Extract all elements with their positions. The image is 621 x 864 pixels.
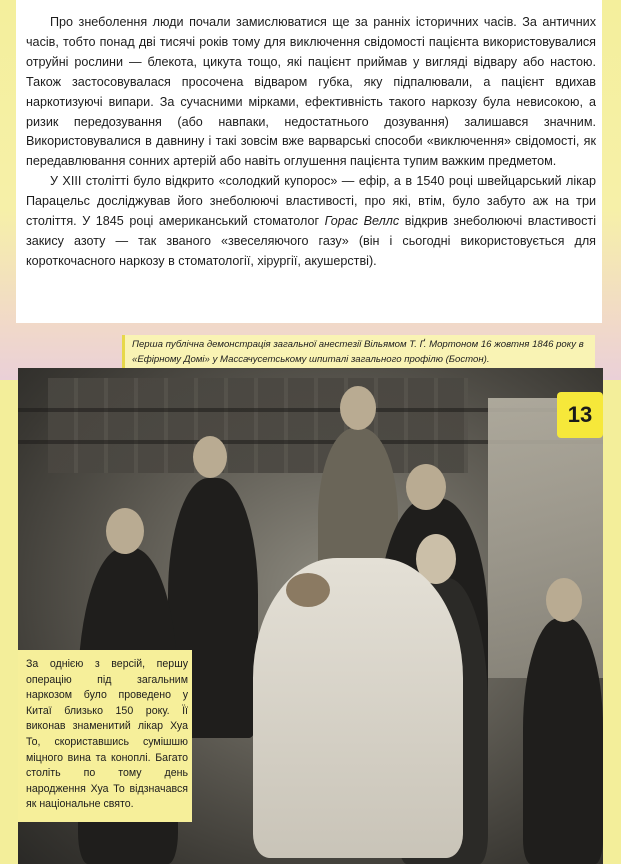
figure-head (340, 386, 376, 430)
paragraph-1: Про знеболення люди почали замислюватися ще за ранніх історичних часів. За античних часів, тобто понад дві тисячі років тому для виключення свідомості пацієнта використовувалися отруйні рослини — блекота, цикута тощо, які пацієнт приймав у вигляді відвару або настою. Також застосовувалася просочена відваром губка, яку підпалювали, а пацієнт вдихав наркотизуючі випари. За сучасними мірками, ефективність такого наркозу була невисокою, а ризик передозування (або навпаки, недостатнього дозування) залишався значним. Використовувалися в давнину і такі зовсім вже варварські способи «виключення» свідомості, як передавлювання сонних артерій або навіть оглушення пацієнта тупим важким предметом. (26, 15, 596, 169)
figure-edge-right (523, 618, 603, 864)
photo-caption: Перша публічна демонстрація загальної анестезії Вільямом Т. Ґ. Мортоном 16 жовтня 1846 року в «Ефірному Домі» у Массачусетському шпиталі загального профілю (Бостон). (132, 339, 584, 365)
side-note-text: За однією з версій, першу операцію під загальним наркозом було проведено у Китаї близько 150 року. Її виконав знаменитий лікар Хуа То, скориставшись сумішшю міцного вина та коноплі. Багато століть по тому день народження Хуа То відзначався як національне свято. (26, 658, 188, 811)
paragraph-2 (26, 172, 596, 272)
paragraph-2-part-1: У XIII столітті було відкрито «солодкий купорос» — ефір, а в 1540 році швейцарський лікар Парацельс досліджував його знеболюючі властивості, про які, втім, було забуто аж на три століття. У 1845 році американський стоматолог (26, 174, 596, 229)
paragraph-2-part-2: відкрив знеболюючі властивості закису азоту — так званого «звеселяючого газу» (він і сьогодні використовується для короткочасного наркозу в стоматології, хірургії, акушерстві). (26, 214, 596, 268)
patient-head (286, 573, 330, 607)
main-text (26, 13, 596, 272)
figure-head (546, 578, 582, 622)
cabinet-shape (48, 378, 468, 473)
horace-wells-name: Горас Веллс (324, 214, 400, 229)
figure-head (406, 464, 446, 510)
page-number: 13 (567, 402, 593, 427)
figure-head (193, 436, 227, 478)
patient-sheet (253, 558, 463, 858)
figure-head (106, 508, 144, 554)
